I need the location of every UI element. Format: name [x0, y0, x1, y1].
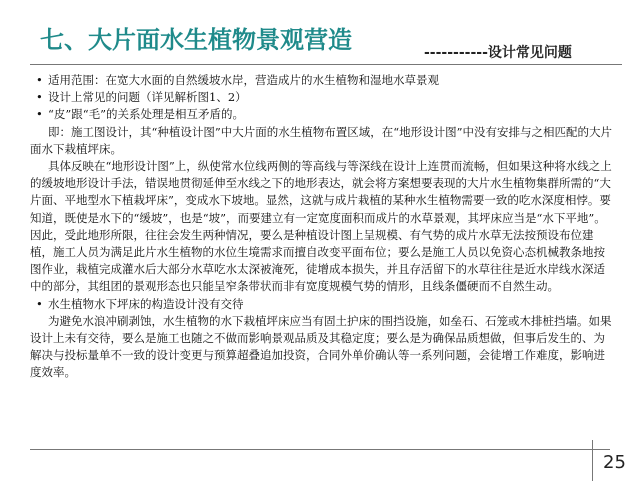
bullet-skin-hair: • “皮”跟“毛”的关系处理是相互矛盾的。 — [30, 106, 616, 123]
bullet-icon: • — [36, 90, 43, 105]
footer-vertical-divider — [592, 440, 593, 481]
bullet-common-problems: • 设计上常见的问题（详见解析图1、2） — [30, 89, 616, 106]
page-number: 25 — [603, 452, 626, 473]
paragraph-construction: 为避免水浪冲刷剥蚀，水生植物的水下栽植坪床应当有固土护床的围挡设施，如垒石、石笼或木排桩挡墙。如果设计上未有交待，要么是施工也随之不做而影响景观品质及其稳定度；要么是为确保品质想做，但事后发生的、为解决与投标量单不一致的设计变更与预算超叠追加投资，合同外单价确认等一系列问题，会徒增工作难度，影响进度效率。 — [30, 313, 612, 380]
bullet-icon: • — [36, 73, 43, 87]
header-divider — [30, 64, 622, 65]
bullet-construction: • 水生植物水下坪床的构造设计没有交待 — [30, 296, 616, 313]
bullet-icon: • — [36, 296, 43, 311]
paragraph-explanation: 即：施工图设计，其“种植设计图”中大片面的水生植物布置区域，在“地形设计图”中没有安排与之相匹配的大片面水下栽植坪床。 — [30, 124, 613, 156]
bullet-icon: • — [36, 107, 43, 122]
page-title: 七、大片面水生植物景观营造 — [40, 26, 352, 54]
paragraph-details: 具体反映在“地形设计图”上，纵使常水位线两侧的等高线与等深线在设计上连贯而流畅，但如果这种将水线之上的缓坡地形设计手法，错误地贯彻延伸至水线之下的地形表达，就会将方案想要表现的大片水生植物集群所需的“大片面、平地型水下植栽坪床”，变成水下坡地。显然，这就与成片栽植的某种水生植物需要一致的吃水深度相悖。要知道，既使是水下的“缓坡”，也是“坡”，而要建立有一定宽度面积而成片的水草景观，其坪床应当是“水下平地”。因此，受此地形所限，往往会发生两种情况，要么是种植设计图上呈规模、有气势的成片水草无法按预设布位建植，施工人员为满足此片水生植物的水位生境需求而擅自改变平面布位；要么是施工人员以免资心态机械教条地按图作业，栽植完成灌水后大部分水草吃水太深被淹死，徒增成本损失，并且存活留下的水草往往是近水岸线水深适中的部分，其组团的景观形态也只能呈窄条带状而非有宽度规模气势的情形，且线条僵硬而不自然生动。 — [30, 159, 612, 294]
footer-divider — [30, 449, 610, 450]
section-subtitle: -----------设计常见问题 — [424, 45, 572, 61]
bullet-applicable-scope: • 适用范围：在宽大水面的自然缓坡水岸，营造成片的水生植物和湿地水草景观 — [30, 72, 616, 89]
slide-body — [30, 72, 616, 382]
